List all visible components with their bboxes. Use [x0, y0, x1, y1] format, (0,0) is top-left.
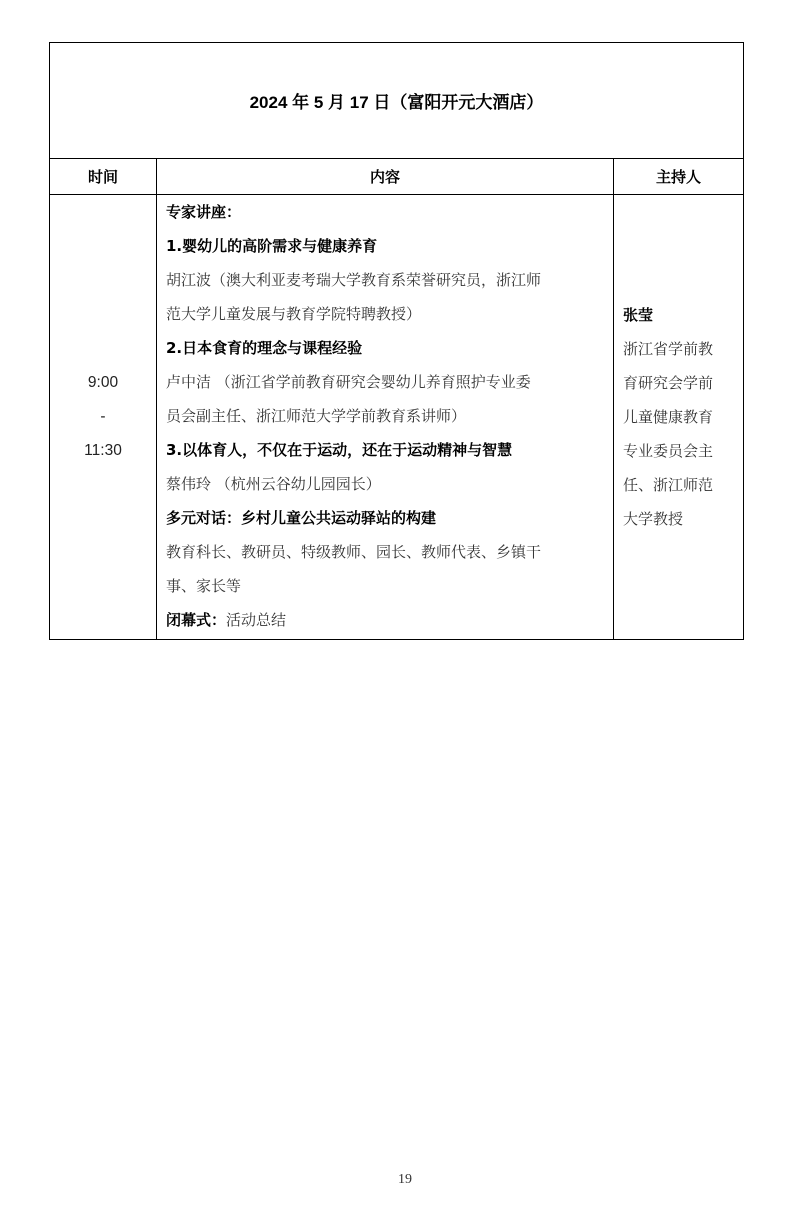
- talk1-speaker-line2: 范大学儿童发展与教育学院特聘教授）: [166, 305, 422, 323]
- host-title-line4: 专业委员会主: [623, 442, 714, 460]
- talk3-speaker: 蔡伟玲 （杭州云谷幼儿园园长）: [166, 475, 381, 493]
- talk3-title: 3.以体育人，不仅在于运动，还在于运动精神与智慧: [166, 441, 513, 459]
- header-content: 内容: [157, 159, 614, 195]
- host-title-line1: 浙江省学前教: [623, 340, 714, 358]
- schedule-table: [49, 42, 744, 640]
- time-cell: [50, 195, 157, 640]
- closing-label: 闭幕式：: [166, 611, 227, 629]
- time-end: 11:30: [84, 442, 122, 459]
- header-time: 时间: [50, 159, 157, 195]
- host-title-line5: 任、浙江师范: [623, 476, 714, 494]
- talk2-speaker-line2: 员会副主任、浙江师范大学学前教育系讲师）: [166, 407, 467, 425]
- schedule-title: 2024 年 5 月 17 日（富阳开元大酒店）: [50, 43, 744, 159]
- host-title-line6: 大学教授: [623, 510, 684, 528]
- time-start: 9:00: [87, 374, 119, 391]
- host-cell: [614, 195, 744, 640]
- closing-line: [166, 603, 607, 637]
- header-host: 主持人: [614, 159, 744, 195]
- host-title-line2: 育研究会学前: [623, 374, 714, 392]
- dialogue-line2: 事、家长等: [166, 577, 242, 595]
- content-cell: [157, 195, 614, 640]
- talk2-title: 2.日本食育的理念与课程经验: [166, 339, 363, 357]
- closing-text: 活动总结: [226, 611, 287, 629]
- talk1-title: 1.婴幼儿的高阶需求与健康养育: [166, 237, 378, 255]
- host-name: 张莹: [623, 306, 654, 324]
- dialogue-line1: 教育科长、教研员、特级教师、园长、教师代表、乡镇干: [166, 543, 542, 561]
- talk2-speaker-line1: 卢中洁 （浙江省学前教育研究会婴幼儿养育照护专业委: [166, 373, 531, 391]
- host-title-line3: 儿童健康教育: [623, 408, 714, 426]
- time-separator: -: [100, 408, 106, 425]
- page-number: 19: [398, 1172, 412, 1187]
- dialogue-title: 多元对话：乡村儿童公共运动驿站的构建: [166, 509, 437, 527]
- lecture-heading: 专家讲座：: [166, 203, 242, 221]
- talk1-speaker-line1: 胡江波（澳大利亚麦考瑞大学教育系荣誉研究员，浙江师: [166, 271, 542, 289]
